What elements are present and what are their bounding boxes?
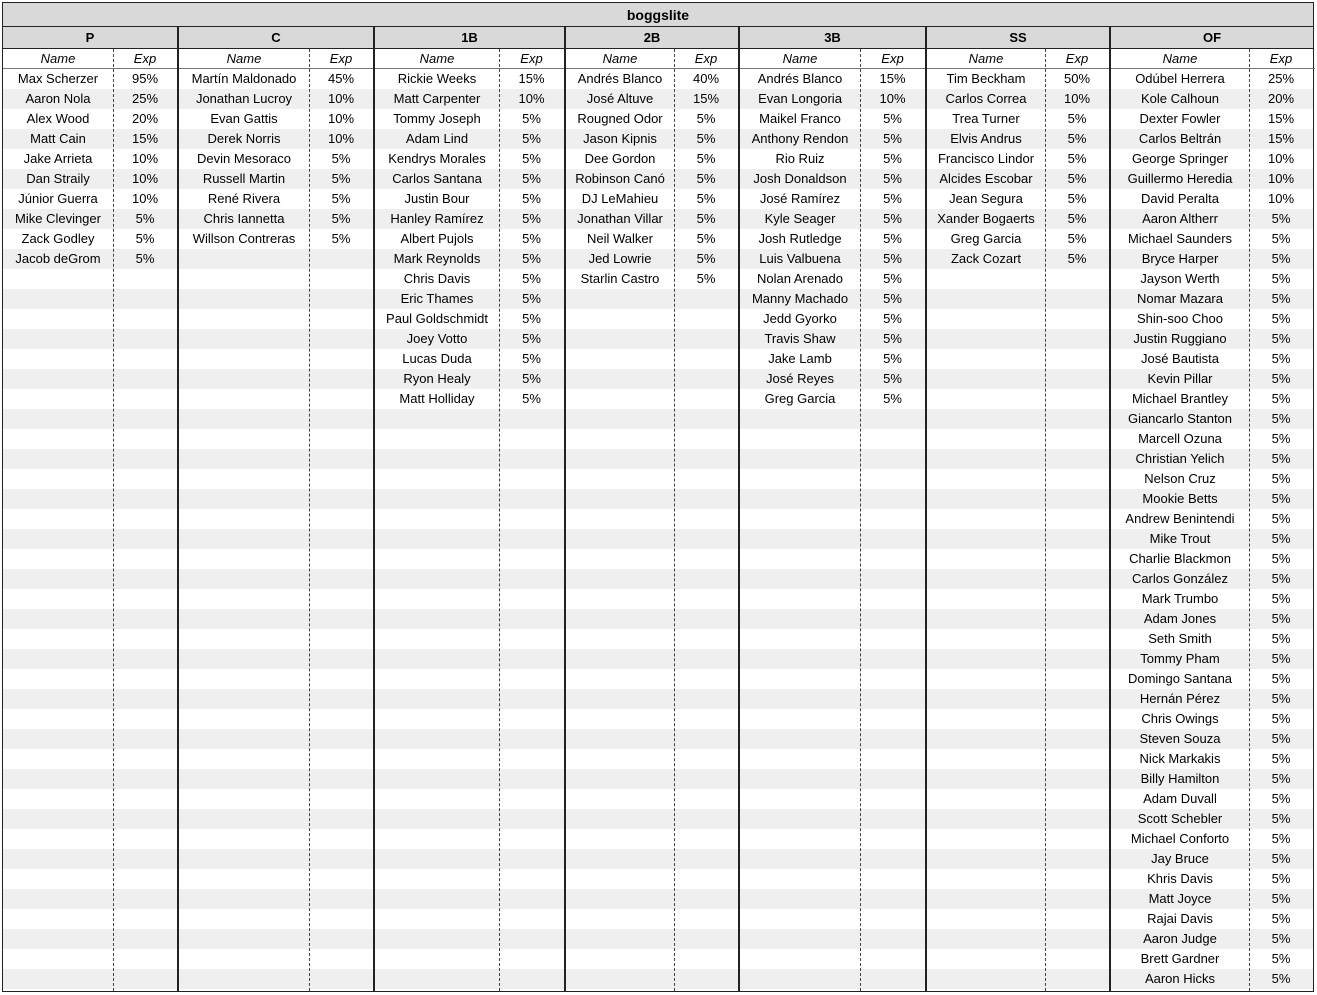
exposure-cell: 5% xyxy=(883,231,902,246)
player-name-cell: Hernán Pérez xyxy=(1139,691,1221,706)
exposure-cell: 5% xyxy=(522,231,541,246)
exposure-cell: 5% xyxy=(1271,511,1291,526)
exposure-cell: 40% xyxy=(692,71,720,86)
exposure-cell: 10% xyxy=(1267,151,1295,166)
player-name-cell: Jean Segura xyxy=(949,191,1023,206)
exposure-cell: 5% xyxy=(883,331,902,346)
exposure-cell: 5% xyxy=(1271,451,1291,466)
player-name-cell: Steven Souza xyxy=(1139,731,1221,746)
exp-column-header: Exp xyxy=(329,51,353,66)
player-name-cell: Neil Walker xyxy=(587,231,653,246)
player-name-cell: Josh Rutledge xyxy=(758,231,842,246)
exposure-cell: 5% xyxy=(522,271,541,286)
player-name-cell: Andrés Blanco xyxy=(757,71,843,86)
exposure-cell: 95% xyxy=(131,71,159,86)
player-name-cell: Martín Maldonado xyxy=(191,71,297,86)
position-group-2b xyxy=(564,49,740,991)
exposure-cell: 5% xyxy=(883,291,902,306)
exposure-cell: 5% xyxy=(1067,111,1087,126)
exposure-cell: 5% xyxy=(696,211,716,226)
player-name-cell: Andrew Benintendi xyxy=(1125,511,1235,526)
name-column-header: Name xyxy=(602,51,638,66)
player-name-cell: Robinson Canó xyxy=(575,171,665,186)
player-name-cell: Luis Valbuena xyxy=(759,251,841,266)
player-name-cell: Evan Longoria xyxy=(758,91,842,106)
player-name-cell: Nolan Arenado xyxy=(756,271,843,286)
player-name-cell: Billy Hamilton xyxy=(1140,771,1220,786)
position-group-of xyxy=(1109,49,1315,991)
player-name-cell: Jed Lowrie xyxy=(588,251,652,266)
name-column-header: Name xyxy=(782,51,818,66)
exposure-cell: 5% xyxy=(522,191,541,206)
exposure-cell: 5% xyxy=(1271,651,1291,666)
exposure-cell: 5% xyxy=(696,271,716,286)
exposure-cell: 5% xyxy=(1271,371,1291,386)
player-name-cell: Jake Arrieta xyxy=(23,151,93,166)
exposure-cell: 10% xyxy=(327,91,355,106)
name-column-header: Name xyxy=(419,51,455,66)
exposure-cell: 5% xyxy=(1271,331,1291,346)
exposure-cell: 20% xyxy=(131,111,159,126)
position-group-p xyxy=(3,49,177,991)
player-name-cell: Rougned Odor xyxy=(577,111,663,126)
exposure-cell: 25% xyxy=(1267,71,1295,86)
player-name-cell: DJ LeMahieu xyxy=(581,191,659,206)
exposure-cell: 45% xyxy=(327,71,355,86)
player-name-cell: Dan Straily xyxy=(26,171,90,186)
exposure-cell: 5% xyxy=(1271,911,1291,926)
exposure-cell: 5% xyxy=(522,291,541,306)
exposure-cell: 5% xyxy=(883,251,902,266)
player-name-cell: Domingo Santana xyxy=(1127,671,1233,686)
player-name-cell: Jayson Werth xyxy=(1140,271,1220,286)
exposure-cell: 5% xyxy=(1271,611,1291,626)
player-name-cell: Jonathan Villar xyxy=(577,211,663,226)
exposure-cell: 5% xyxy=(1067,151,1087,166)
exposure-cell: 5% xyxy=(1271,571,1291,586)
player-name-cell: Rajai Davis xyxy=(1147,911,1213,926)
player-name-cell: Tommy Joseph xyxy=(393,111,481,126)
player-name-cell: Mike Clevinger xyxy=(15,211,101,226)
player-name-cell: Marcell Ozuna xyxy=(1138,431,1222,446)
player-name-cell: Matt Carpenter xyxy=(393,91,481,106)
exp-column-header: Exp xyxy=(1269,51,1293,66)
player-name-cell: José Bautista xyxy=(1140,351,1220,366)
exposure-cell: 5% xyxy=(522,131,541,146)
player-name-cell: Christian Yelich xyxy=(1135,451,1225,466)
exposure-cell: 5% xyxy=(1067,251,1087,266)
player-name-cell: Odúbel Herrera xyxy=(1135,71,1225,86)
player-name-cell: Nelson Cruz xyxy=(1144,471,1216,486)
player-name-cell: Elvis Andrus xyxy=(950,131,1022,146)
exposure-cell: 5% xyxy=(522,111,541,126)
exposure-cell: 5% xyxy=(1271,251,1291,266)
position-header-of: OF xyxy=(1109,27,1313,49)
player-name-cell: Dee Gordon xyxy=(584,151,656,166)
player-name-cell: Tim Beckham xyxy=(946,71,1026,86)
player-name-cell: Jake Lamb xyxy=(768,351,832,366)
spreadsheet xyxy=(2,2,1314,992)
exposure-cell: 5% xyxy=(1271,791,1291,806)
exposure-cell: 50% xyxy=(1063,71,1091,86)
player-name-cell: Russell Martin xyxy=(202,171,286,186)
exposure-cell: 5% xyxy=(696,111,716,126)
player-name-cell: Chris Owings xyxy=(1141,711,1219,726)
exposure-cell: 5% xyxy=(331,211,351,226)
player-name-cell: George Springer xyxy=(1131,151,1229,166)
player-name-cell: Adam Duvall xyxy=(1143,791,1217,806)
exposure-cell: 15% xyxy=(879,71,906,86)
exposure-cell: 5% xyxy=(1271,731,1291,746)
exposure-cell: 5% xyxy=(1271,551,1291,566)
player-name-cell: Seth Smith xyxy=(1148,631,1212,646)
player-name-cell: Josh Donaldson xyxy=(753,171,847,186)
position-group-c xyxy=(177,49,375,991)
exposure-cell: 5% xyxy=(1271,411,1291,426)
player-name-cell: Manny Machado xyxy=(751,291,849,306)
player-name-cell: Michael Saunders xyxy=(1127,231,1233,246)
player-name-cell: Eric Thames xyxy=(400,291,474,306)
exposure-cell: 5% xyxy=(135,211,155,226)
player-name-cell: Carlos Santana xyxy=(392,171,482,186)
exposure-cell: 10% xyxy=(131,151,159,166)
player-name-cell: Greg Garcia xyxy=(950,231,1022,246)
exposure-cell: 5% xyxy=(883,151,902,166)
exposure-cell: 10% xyxy=(327,111,355,126)
player-name-cell: Mark Reynolds xyxy=(393,251,481,266)
exposure-cell: 5% xyxy=(1271,391,1291,406)
exposure-cell: 15% xyxy=(1267,131,1295,146)
name-column-header: Name xyxy=(1162,51,1198,66)
exposure-cell: 10% xyxy=(518,91,545,106)
exposure-cell: 5% xyxy=(522,391,541,406)
position-header-1b: 1B xyxy=(373,27,564,49)
exposure-cell: 15% xyxy=(131,131,159,146)
player-name-cell: Matt Cain xyxy=(30,131,86,146)
exposure-cell: 5% xyxy=(1067,171,1087,186)
exposure-cell: 5% xyxy=(1271,851,1291,866)
position-header-3b: 3B xyxy=(738,27,925,49)
player-name-cell: Mookie Betts xyxy=(1142,491,1218,506)
exposure-cell: 5% xyxy=(331,151,351,166)
position-group-1b xyxy=(373,49,566,991)
player-name-cell: Justin Ruggiano xyxy=(1133,331,1227,346)
player-name-cell: Guillermo Heredia xyxy=(1127,171,1233,186)
player-name-cell: Shin-soo Choo xyxy=(1137,311,1223,326)
player-name-cell: Carlos Correa xyxy=(945,91,1027,106)
exposure-cell: 5% xyxy=(1271,971,1291,986)
player-name-cell: Ryon Healy xyxy=(403,371,471,386)
player-name-cell: Travis Shaw xyxy=(764,331,836,346)
position-header-2b: 2B xyxy=(564,27,738,49)
player-name-cell: Starlin Castro xyxy=(580,271,660,286)
exposure-cell: 5% xyxy=(1067,211,1087,226)
exposure-cell: 5% xyxy=(1271,811,1291,826)
player-name-cell: Júnior Guerra xyxy=(18,191,98,206)
player-name-cell: Aaron Nola xyxy=(25,91,91,106)
exposure-cell: 5% xyxy=(883,131,902,146)
exposure-cell: 5% xyxy=(1271,351,1291,366)
exposure-cell: 5% xyxy=(883,111,902,126)
player-name-cell: René Rivera xyxy=(207,191,281,206)
exposure-cell: 25% xyxy=(131,91,159,106)
exp-column-header: Exp xyxy=(694,51,718,66)
exposure-cell: 5% xyxy=(522,211,541,226)
player-name-cell: Zack Godley xyxy=(21,231,95,246)
exposure-cell: 5% xyxy=(331,191,351,206)
player-name-cell: Devin Mesoraco xyxy=(197,151,291,166)
exposure-cell: 15% xyxy=(692,91,720,106)
player-name-cell: José Reyes xyxy=(766,371,834,386)
exposure-cell: 10% xyxy=(1267,171,1295,186)
exposure-cell: 5% xyxy=(883,211,902,226)
player-name-cell: Justin Bour xyxy=(404,191,470,206)
exposure-cell: 5% xyxy=(1271,691,1291,706)
player-name-cell: Lucas Duda xyxy=(402,351,472,366)
player-name-cell: Charlie Blackmon xyxy=(1129,551,1231,566)
exposure-cell: 5% xyxy=(696,131,716,146)
player-name-cell: Alex Wood xyxy=(26,111,90,126)
exposure-cell: 5% xyxy=(883,351,902,366)
exposure-cell: 5% xyxy=(1271,471,1291,486)
exposure-cell: 5% xyxy=(696,191,716,206)
player-name-cell: Rio Ruiz xyxy=(775,151,825,166)
player-name-cell: Jay Bruce xyxy=(1151,851,1209,866)
player-name-cell: Nick Markakis xyxy=(1139,751,1221,766)
exposure-cell: 5% xyxy=(1271,291,1291,306)
exposure-cell: 5% xyxy=(1271,711,1291,726)
exposure-cell: 5% xyxy=(883,371,902,386)
exposure-cell: 5% xyxy=(1067,231,1087,246)
player-name-cell: Kevin Pillar xyxy=(1147,371,1213,386)
exposure-cell: 10% xyxy=(1063,91,1091,106)
exposure-cell: 5% xyxy=(1271,751,1291,766)
player-name-cell: Francisco Lindor xyxy=(937,151,1035,166)
player-name-cell: Brett Gardner xyxy=(1140,951,1220,966)
player-name-cell: Michael Brantley xyxy=(1131,391,1229,406)
exposure-cell: 5% xyxy=(1271,211,1291,226)
exposure-cell: 5% xyxy=(696,171,716,186)
position-header-c: C xyxy=(177,27,373,49)
player-name-cell: Aaron Altherr xyxy=(1142,211,1218,226)
player-name-cell: Derek Norris xyxy=(207,131,281,146)
exposure-cell: 5% xyxy=(1271,891,1291,906)
player-name-cell: Carlos González xyxy=(1131,571,1229,586)
player-name-cell: Joey Votto xyxy=(406,331,468,346)
exposure-cell: 5% xyxy=(883,271,902,286)
exposure-cell: 5% xyxy=(522,151,541,166)
exposure-cell: 5% xyxy=(883,191,902,206)
exp-column-header: Exp xyxy=(133,51,157,66)
exposure-cell: 5% xyxy=(1271,831,1291,846)
exposure-cell: 5% xyxy=(1271,631,1291,646)
player-name-cell: Albert Pujols xyxy=(400,231,474,246)
player-name-cell: Nomar Mazara xyxy=(1137,291,1223,306)
player-name-cell: Kyle Seager xyxy=(764,211,836,226)
position-group-ss xyxy=(925,49,1111,991)
exposure-cell: 5% xyxy=(331,231,351,246)
name-column-header: Name xyxy=(968,51,1004,66)
player-name-cell: José Altuve xyxy=(586,91,654,106)
exposure-cell: 5% xyxy=(1271,531,1291,546)
player-name-cell: David Peralta xyxy=(1140,191,1220,206)
player-name-cell: Adam Jones xyxy=(1143,611,1217,626)
player-name-cell: Chris Davis xyxy=(403,271,471,286)
player-name-cell: Tommy Pham xyxy=(1140,651,1220,666)
player-name-cell: Aaron Judge xyxy=(1143,931,1217,946)
exp-column-header: Exp xyxy=(881,51,904,66)
player-name-cell: Rickie Weeks xyxy=(397,71,477,86)
exposure-cell: 20% xyxy=(1267,91,1295,106)
player-name-cell: Bryce Harper xyxy=(1141,251,1219,266)
name-column-header: Name xyxy=(40,51,76,66)
exposure-cell: 5% xyxy=(883,311,902,326)
position-header-p: P xyxy=(3,27,177,49)
name-column-header: Name xyxy=(226,51,262,66)
exposure-cell: 5% xyxy=(696,231,716,246)
exposure-cell: 5% xyxy=(135,231,155,246)
exposure-cell: 5% xyxy=(883,171,902,186)
player-name-cell: Carlos Beltrán xyxy=(1138,131,1222,146)
player-name-cell: Scott Schebler xyxy=(1137,811,1223,826)
player-name-cell: Aaron Hicks xyxy=(1144,971,1216,986)
player-name-cell: Alcides Escobar xyxy=(939,171,1033,186)
position-header-ss: SS xyxy=(925,27,1109,49)
sheet-title: boggslite xyxy=(3,3,1313,27)
player-name-cell: Maikel Franco xyxy=(759,111,841,126)
exposure-cell: 5% xyxy=(1271,431,1291,446)
exposure-cell: 10% xyxy=(131,191,159,206)
exp-column-header: Exp xyxy=(520,51,543,66)
exposure-cell: 5% xyxy=(1271,231,1291,246)
exposure-cell: 10% xyxy=(879,91,906,106)
exposure-cell: 5% xyxy=(696,151,716,166)
exposure-cell: 5% xyxy=(1271,311,1291,326)
player-name-cell: Hanley Ramírez xyxy=(390,211,484,226)
exposure-cell: 5% xyxy=(1271,491,1291,506)
exposure-cell: 5% xyxy=(522,251,541,266)
player-name-cell: Giancarlo Stanton xyxy=(1127,411,1233,426)
exposure-cell: 5% xyxy=(1271,871,1291,886)
exposure-cell: 5% xyxy=(331,171,351,186)
exposure-cell: 5% xyxy=(1271,591,1291,606)
player-name-cell: Greg Garcia xyxy=(764,391,836,406)
exposure-cell: 5% xyxy=(522,171,541,186)
player-name-cell: Paul Goldschmidt xyxy=(386,311,488,326)
exposure-cell: 5% xyxy=(522,311,541,326)
player-name-cell: Adam Lind xyxy=(405,131,469,146)
exposure-cell: 5% xyxy=(522,351,541,366)
player-name-cell: Max Scherzer xyxy=(17,71,99,86)
exposure-cell: 5% xyxy=(1271,951,1291,966)
exposure-cell: 5% xyxy=(135,251,155,266)
player-name-cell: Mike Trout xyxy=(1149,531,1211,546)
exposure-cell: 10% xyxy=(1267,191,1295,206)
player-name-cell: Evan Gattis xyxy=(210,111,278,126)
exposure-cell: 5% xyxy=(1067,131,1087,146)
player-name-cell: Dexter Fowler xyxy=(1139,111,1221,126)
exposure-cell: 5% xyxy=(1067,191,1087,206)
exposure-cell: 15% xyxy=(1267,111,1295,126)
exposure-cell: 5% xyxy=(522,331,541,346)
exposure-cell: 5% xyxy=(883,391,902,406)
player-name-cell: Kole Calhoun xyxy=(1140,91,1220,106)
player-name-cell: Jedd Gyorko xyxy=(763,311,837,326)
player-name-cell: Zack Cozart xyxy=(950,251,1022,266)
exposure-cell: 5% xyxy=(1271,671,1291,686)
exposure-cell: 10% xyxy=(131,171,159,186)
exposure-cell: 5% xyxy=(1271,771,1291,786)
player-name-cell: Chris Iannetta xyxy=(203,211,285,226)
exposure-cell: 15% xyxy=(518,71,545,86)
player-name-cell: Jonathan Lucroy xyxy=(195,91,293,106)
exp-column-header: Exp xyxy=(1065,51,1089,66)
player-name-cell: Kendrys Morales xyxy=(388,151,486,166)
player-name-cell: Michael Conforto xyxy=(1130,831,1230,846)
player-name-cell: Anthony Rendon xyxy=(751,131,849,146)
exposure-cell: 5% xyxy=(1271,271,1291,286)
exposure-cell: 5% xyxy=(1271,931,1291,946)
player-name-cell: Xander Bogaerts xyxy=(937,211,1035,226)
player-name-cell: Jason Kipnis xyxy=(583,131,657,146)
exposure-cell: 10% xyxy=(327,131,355,146)
exposure-cell: 5% xyxy=(522,371,541,386)
position-group-3b xyxy=(738,49,927,991)
player-name-cell: Matt Holliday xyxy=(399,391,475,406)
player-name-cell: Willson Contreras xyxy=(192,231,296,246)
player-name-cell: Matt Joyce xyxy=(1148,891,1212,906)
exposure-cell: 5% xyxy=(696,251,716,266)
player-name-cell: José Ramírez xyxy=(759,191,841,206)
player-name-cell: Trea Turner xyxy=(952,111,1020,126)
player-name-cell: Jacob deGrom xyxy=(15,251,101,266)
player-name-cell: Andrés Blanco xyxy=(577,71,663,86)
player-name-cell: Mark Trumbo xyxy=(1141,591,1219,606)
player-name-cell: Khris Davis xyxy=(1147,871,1213,886)
